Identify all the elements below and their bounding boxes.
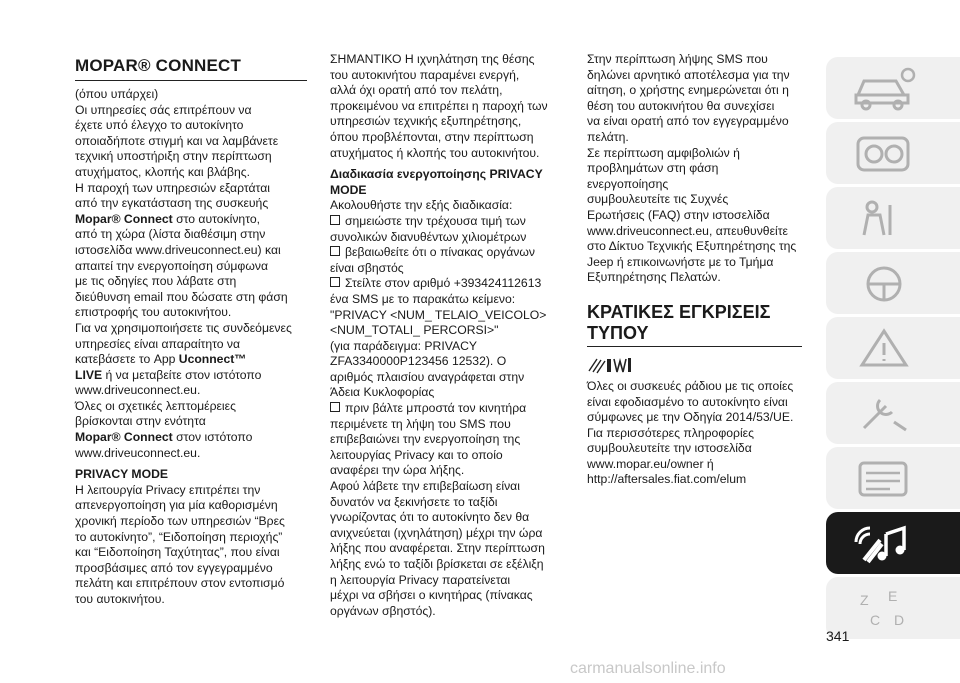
text-line: προσβάσιμες από τον εγγεγραμμένο [75, 560, 273, 575]
text-line: ανιχνεύεται (ιχνηλάτηση) μέχρι την ώρα [330, 525, 543, 540]
text-line: Όλες οι συσκευές ράδιου με τις οποίες [587, 378, 794, 393]
text-span: σημειώστε την τρέχουσα τιμή των [345, 213, 526, 228]
bold-term: LIVE [75, 367, 103, 382]
text-line: γνωρίζοντας ότι το αυτοκίνητο δεν θα [330, 510, 530, 525]
text-line: Για να χρησιμοποιήσετε τις συνδεόμενες [75, 320, 292, 335]
text-line: Για περισσότερες πληροφορίες [587, 425, 754, 440]
text-line: συνολικών διανυθέντων χιλιομέτρων [330, 229, 527, 244]
text-line: <NUM_TOTALI_ PERCORSI>" [330, 323, 499, 338]
text-line: όπου προβλέπονται, στην περίπτωση [330, 129, 534, 144]
text-line [75, 368, 307, 384]
chapter-tab-driving[interactable] [826, 252, 960, 314]
text-line: προβλημάτων στη φάση ενεργοποίησης [587, 161, 719, 191]
text-line: προκειμένου να επιτρέπει η παροχή των [330, 98, 548, 113]
text-line: απαιτεί την ενεργοποίηση σύμφωνα [75, 258, 268, 273]
text-line: ένα SMS με το παρακάτω κείμενο: [330, 291, 516, 306]
text-line: από τη χώρα (λίστα διαθέσιμη στην [75, 227, 266, 242]
car-info-icon [850, 65, 920, 111]
chapter-sidebar [826, 57, 960, 642]
text-line: Αφού λάβετε την επιβεβαίωση είναι [330, 479, 520, 494]
text-line: υπηρεσίες είναι απαραίτητο να [75, 336, 241, 351]
text-line: Οι υπηρεσίες σάς επιτρέπουν να [75, 102, 252, 117]
column-3 [587, 52, 802, 488]
text-line: αριθμός πλαισίου αναγράφεται στην [330, 369, 525, 384]
text-line: υπηρεσιών τεχνικής εξυπηρέτησης, [330, 114, 522, 129]
text-line: η λειτουργία Privacy παρατείνεται [330, 572, 511, 587]
text-line: Σε περίπτωση αμφιβολιών ή [587, 145, 740, 160]
text-line: λήξης ενώ το ταξίδι βρίσκεται σε εξέλιξη [330, 557, 544, 571]
text-line: (για παράδειγμα: PRIVACY [330, 338, 478, 353]
text-line [75, 352, 307, 368]
column-2 [330, 52, 570, 619]
checkbox-bullet-icon [330, 402, 340, 412]
text-line: απενεργοποίηση για μία καθορισμένη [75, 498, 278, 513]
text-line: δηλώνει αρνητικό αποτέλεσμα για την [587, 67, 790, 82]
text-line: Jeep ή επικοινωνήστε με το Τμήμα [587, 254, 774, 269]
text-line: συμβουλευτείτε την ιστοσελίδα [587, 441, 752, 456]
bold-term: Uconnect™ [178, 352, 247, 367]
text-line: και “Ειδοποίηση Ταχύτητας”, που είναι [75, 545, 280, 560]
chapter-tab-technical-data[interactable] [826, 447, 960, 509]
service-icon [850, 390, 920, 436]
text-line: ιστοσελίδα www.driveuconnect.eu) και [75, 242, 281, 257]
text-line: οργάνων σβηστός). [330, 603, 436, 618]
warning-icon [850, 325, 920, 371]
text-span: κατεβάσετε το App [75, 352, 179, 367]
text-line: Ακολουθήστε την εξής διαδικασία: [330, 198, 513, 213]
text-line: (όπου υπάρχει) [75, 87, 159, 101]
text-line: λήξης που αναφέρεται. Στην περίπτωση [330, 541, 545, 556]
text-line: ατυχήματος ή κλοπής του αυτοκινήτου. [330, 145, 540, 160]
text-line: να είναι ορατή από τον εγγεγραμμένο [587, 114, 789, 129]
text-line: σύμφωνες με την Οδηγία 2014/53/UE. [587, 410, 794, 425]
svg-text:D: D [894, 612, 905, 628]
checkbox-bullet-icon [330, 246, 340, 256]
page-number: 341 [826, 628, 850, 644]
text-line: θέση του αυτοκινήτου θα συνεχίσει [587, 98, 775, 113]
text-line: Ερωτήσεις (FAQ) στην ιστοσελίδα [587, 207, 770, 222]
text-line: Άδεια Κυκλοφορίας [330, 385, 435, 400]
safety-icon [850, 195, 920, 241]
text-line: από την εγκατάσταση της συσκευής [75, 196, 269, 211]
chapter-tab-safety[interactable] [826, 187, 960, 249]
chapter-tab-multimedia[interactable] [826, 512, 960, 574]
chapter-tab-car-info[interactable] [826, 57, 960, 119]
text-line: αίτηση, ο χρήστης ενημερώνεται ότι η [587, 83, 789, 98]
text-line: Όλες οι σχετικές λεπτομέρειες [75, 398, 236, 413]
svg-text:C: C [870, 612, 881, 628]
technical-data-icon [850, 455, 920, 501]
text-line: τεχνική υποστήριξη στην περίπτωση [75, 149, 272, 164]
bullet-item [330, 245, 570, 261]
text-line [75, 430, 307, 446]
text-line: Στην περίπτωση λήψης SMS που [587, 52, 768, 66]
bold-term: Mopar® Connect [75, 211, 173, 226]
steering-icon [850, 260, 920, 306]
text-line: πελάτη. [587, 129, 629, 144]
text-line: στο Δίκτυο Τεχνικής Εξυπηρέτησης της [587, 239, 797, 254]
title-rule [75, 80, 307, 81]
text-line: www.driveuconnect.eu. [75, 445, 201, 460]
bullet-item [330, 401, 570, 417]
text-line: οποιαδήποτε στιγμή και να λαμβάνετε [75, 133, 279, 148]
text-line: αναφέρει την ώρα λήξης. [330, 463, 465, 478]
text-line: Η παροχή των υπηρεσιών εξαρτάται [75, 180, 270, 195]
text-line: ΣΗΜΑΝΤΙΚΟ Η ιχνηλάτηση της θέσης [330, 52, 535, 66]
section-heading-privacy-mode: PRIVACY MODE [75, 467, 168, 482]
text-line: έχετε υπό έλεγχο το αυτοκίνητο [75, 118, 244, 133]
text-line: με τις οδηγίες που λάβατε στη [75, 274, 237, 289]
column-1 [75, 56, 307, 608]
checkbox-bullet-icon [330, 215, 340, 225]
text-line: www.mopar.eu/owner ή [587, 456, 714, 471]
text-line [75, 212, 307, 228]
text-line: του αυτοκινήτου παραμένει ενεργή, [330, 67, 520, 82]
text-line: είναι εφοδιασμένο το αυτοκίνητο είναι [587, 394, 788, 409]
text-line: www.driveuconnect.eu, απευθυνθείτε [587, 223, 788, 238]
text-line: μέχρι να σβήσει ο κινητήρας (πίνακας [330, 588, 533, 603]
text-line: επιστροφής του αυτοκινήτου. [75, 305, 232, 320]
radio-equipment-icon [587, 355, 802, 375]
text-line: το αυτοκίνητο”, “Ειδοποίηση περιοχής” [75, 529, 283, 544]
text-line: http://aftersales.fiat.com/elum [587, 472, 747, 487]
text-line: Εξυπηρέτησης Πελατών. [587, 270, 721, 285]
section-title-type-approvals-cont: ΤΥΠΟΥ [587, 322, 649, 343]
chapter-tab-emergency[interactable] [826, 317, 960, 379]
text-span: βεβαιωθείτε ότι ο πίνακας οργάνων [345, 245, 536, 260]
section-heading-activation-cont: MODE [330, 182, 367, 197]
text-line: περιμένετε τη λήψη του SMS που [330, 416, 511, 431]
text-span: ή να μεταβείτε στον ιστότοπο [102, 367, 262, 382]
text-line: διεύθυνση email που δώσατε στη φάση [75, 289, 288, 304]
section-heading-activation: Διαδικασία ενεργοποίησης PRIVACY [330, 167, 543, 182]
text-line: του αυτοκινήτου. [75, 592, 165, 606]
svg-text:E: E [888, 588, 898, 604]
text-line: χρονική περίοδο των υπηρεσιών “Βρες [75, 514, 285, 529]
text-line: ZFA3340000P123456 12532). Ο [330, 354, 507, 369]
bullet-item [330, 276, 570, 292]
text-line: επιβεβαιώνει την ενεργοποίηση της [330, 432, 521, 447]
checkbox-bullet-icon [330, 277, 340, 287]
text-span: πριν βάλτε μπροστά τον κινητήρα [345, 401, 527, 416]
multimedia-icon [850, 520, 920, 566]
index-icon [850, 585, 920, 631]
text-line: www.driveuconnect.eu. [75, 383, 201, 398]
section-title-type-approvals: ΚΡΑΤΙΚΕΣ ΕΓΚΡΙΣΕΙΣ [587, 301, 771, 322]
text-line: "PRIVACY <NUM_ TELAIO_VEICOLO> [330, 307, 547, 322]
text-line: πελάτη και επιτρέπουν στον εντοπισμό [75, 576, 285, 591]
title-rule [587, 346, 802, 347]
chapter-tab-dashboard[interactable] [826, 122, 960, 184]
text-span: στον ιστότοπο [172, 430, 253, 445]
bold-term: Mopar® Connect [75, 430, 173, 445]
watermark: carmanualsonline.info [570, 660, 726, 677]
text-line: είναι σβηστός [330, 260, 404, 275]
text-line: Η λειτουργία Privacy επιτρέπει την [75, 482, 261, 497]
text-span: Στείλτε στον αριθμό +393424112613 [345, 276, 542, 291]
bullet-item [330, 214, 570, 230]
section-title-mopar-connect: MOPAR® CONNECT [75, 56, 242, 75]
dashboard-icon [850, 130, 920, 176]
svg-text:Z: Z [860, 592, 869, 608]
text-span: στο αυτοκίνητο, [172, 211, 261, 226]
text-line: βρίσκονται στην ενότητα [75, 414, 206, 429]
text-line: αλλά όχι ορατή από τον πελάτη, [330, 83, 503, 98]
text-line: δυνατόν να ξεκινήσετε το ταξίδι [330, 494, 498, 509]
text-line: ατυχήματος, κλοπής και βλάβης. [75, 164, 250, 179]
text-line: συμβουλευτείτε τις Συχνές [587, 192, 729, 207]
text-line: λειτουργίας Privacy και το οποίο [330, 447, 503, 462]
chapter-tab-service[interactable] [826, 382, 960, 444]
